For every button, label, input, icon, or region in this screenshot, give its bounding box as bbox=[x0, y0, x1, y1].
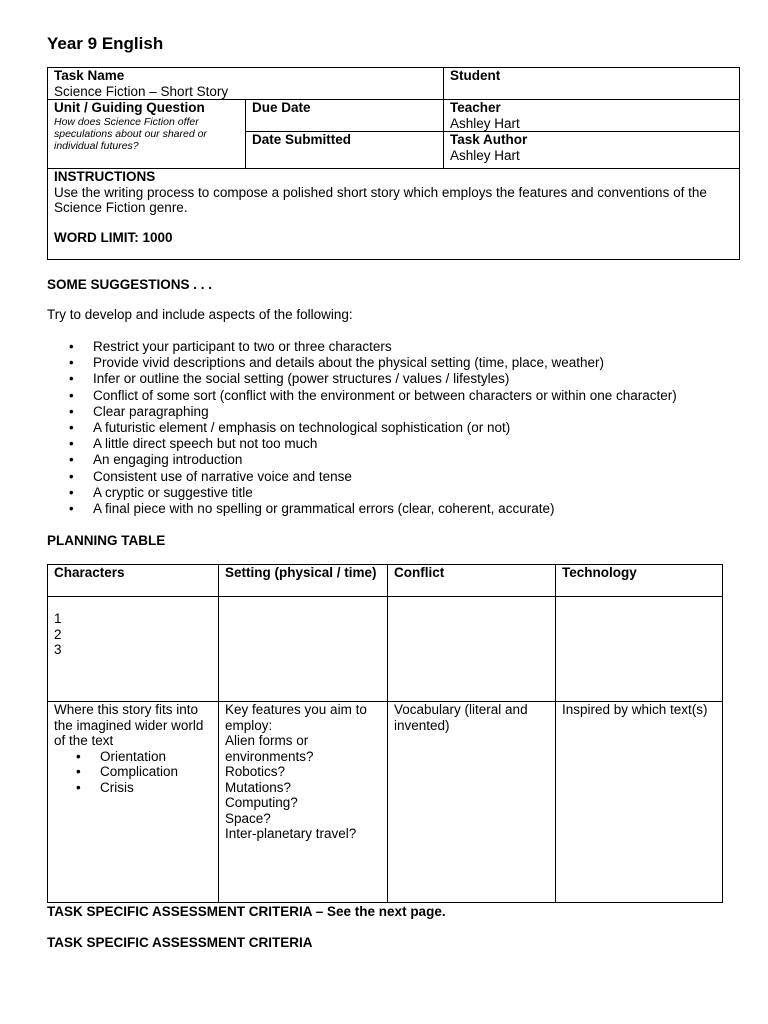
unit-label: Unit / Guiding Question bbox=[54, 100, 205, 115]
planning-table bbox=[47, 564, 723, 903]
list-item: • Restrict your participant to two or three characters bbox=[47, 339, 677, 355]
header-characters: Characters bbox=[48, 565, 219, 597]
planning-input-row bbox=[48, 597, 723, 702]
header-technology: Technology bbox=[556, 565, 723, 597]
task-name-value: Science Fiction – Short Story bbox=[54, 83, 229, 99]
task-name-cell bbox=[48, 68, 444, 100]
list-item: • Consistent use of narrative voice and tense bbox=[47, 469, 677, 485]
key-features-line: Space? bbox=[225, 810, 271, 826]
criteria-heading: TASK SPECIFIC ASSESSMENT CRITERIA bbox=[47, 935, 313, 950]
character-number: 3 bbox=[54, 642, 62, 657]
list-item: • Orientation bbox=[54, 749, 212, 765]
student-cell bbox=[444, 68, 740, 100]
key-features-line: Computing? bbox=[225, 795, 298, 810]
list-item: • A cryptic or suggestive title bbox=[47, 485, 677, 501]
task-info-table bbox=[47, 67, 740, 260]
list-item: • Clear paragraphing bbox=[47, 404, 677, 420]
task-author-cell bbox=[444, 132, 740, 169]
key-features-line: Alien forms or environments? bbox=[225, 733, 314, 764]
vocabulary-text: Vocabulary (literal and invented) bbox=[394, 702, 528, 733]
student-label: Student bbox=[450, 68, 501, 83]
setting-cell bbox=[219, 597, 388, 702]
list-item: • Complication bbox=[54, 764, 212, 780]
technology-cell bbox=[556, 597, 723, 702]
suggestions-heading: SOME SUGGESTIONS . . . bbox=[47, 277, 213, 292]
story-structure-text: Where this story fits into the imagined wider world of the text bbox=[54, 702, 204, 748]
list-item: • A futuristic element / emphasis on technological sophistication (or not) bbox=[47, 420, 677, 436]
teacher-label: Teacher bbox=[450, 100, 501, 115]
key-features-line: Key features you aim to employ: bbox=[225, 702, 367, 733]
planning-detail-row bbox=[48, 702, 723, 903]
list-item: • An engaging introduction bbox=[47, 452, 677, 468]
inspiration-cell bbox=[556, 702, 723, 903]
task-name-label: Task Name bbox=[54, 68, 125, 83]
planning-heading: PLANNING TABLE bbox=[47, 533, 166, 548]
list-item: • A final piece with no spelling or grammatical errors (clear, coherent, accurate) bbox=[47, 501, 677, 517]
list-item: • Infer or outline the social setting (power structures / values / lifestyles) bbox=[47, 371, 677, 387]
word-limit: WORD LIMIT: 1000 bbox=[54, 229, 173, 245]
list-item: • Conflict of some sort (conflict with the environment or between characters or within one character) bbox=[47, 388, 677, 404]
page-title: Year 9 English bbox=[47, 34, 164, 53]
header-setting: Setting (physical / time) bbox=[219, 565, 388, 597]
instructions-label: INSTRUCTIONS bbox=[54, 169, 156, 184]
key-features-line: Inter-planetary travel? bbox=[225, 826, 357, 841]
due-date-cell bbox=[246, 100, 444, 132]
unit-cell bbox=[48, 100, 246, 169]
instructions-cell bbox=[48, 169, 740, 260]
inspiration-text: Inspired by which text(s) bbox=[562, 702, 708, 717]
date-submitted-label: Date Submitted bbox=[252, 132, 352, 147]
header-conflict: Conflict bbox=[388, 565, 556, 597]
criteria-note: TASK SPECIFIC ASSESSMENT CRITERIA – See the next page. bbox=[47, 904, 446, 919]
task-author-value: Ashley Hart bbox=[450, 147, 520, 163]
due-date-label: Due Date bbox=[252, 100, 311, 115]
unit-question: How does Science Fiction offer speculations about our shared or individual futures? bbox=[54, 115, 207, 152]
key-features-cell bbox=[219, 702, 388, 903]
list-item: • Crisis bbox=[54, 780, 212, 796]
conflict-cell bbox=[388, 597, 556, 702]
date-submitted-cell bbox=[246, 132, 444, 169]
key-features-line: Robotics? bbox=[225, 764, 286, 779]
story-structure-list bbox=[54, 749, 212, 796]
characters-cell bbox=[48, 597, 219, 702]
suggestions-intro: Try to develop and include aspects of the following: bbox=[47, 307, 353, 322]
list-item: • Provide vivid descriptions and details about the physical setting (time, place, weather) bbox=[47, 355, 677, 371]
teacher-value: Ashley Hart bbox=[450, 115, 520, 131]
teacher-cell bbox=[444, 100, 740, 132]
story-structure-cell bbox=[48, 702, 219, 903]
list-item: • A little direct speech but not too much bbox=[47, 436, 677, 452]
task-author-label: Task Author bbox=[450, 132, 528, 147]
key-features-line: Mutations? bbox=[225, 779, 292, 795]
instructions-text: Use the writing process to compose a polished short story which employs the features and conventions of the Science Fiction genre. bbox=[54, 184, 707, 215]
character-number: 2 bbox=[54, 626, 62, 642]
suggestions-list bbox=[47, 339, 677, 517]
character-number: 1 bbox=[54, 611, 62, 626]
planning-header-row bbox=[48, 565, 723, 597]
vocabulary-cell bbox=[388, 702, 556, 903]
